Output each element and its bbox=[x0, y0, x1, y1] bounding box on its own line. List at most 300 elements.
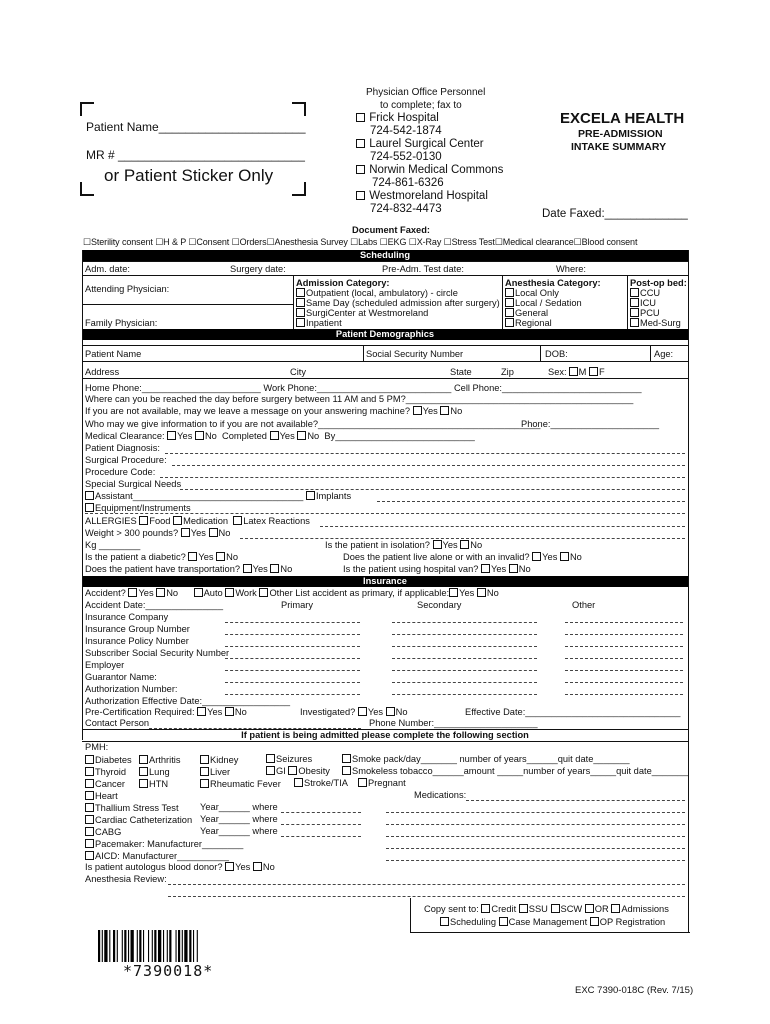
checkbox-icon[interactable] bbox=[253, 862, 262, 871]
checkbox-icon[interactable] bbox=[266, 754, 275, 763]
admission-opt[interactable]: Inpatient bbox=[296, 318, 500, 328]
barcode-bar bbox=[182, 930, 183, 962]
checkbox-icon[interactable] bbox=[509, 564, 518, 573]
form-left-border bbox=[82, 250, 83, 740]
barcode-bar bbox=[117, 930, 118, 962]
barcode-bar bbox=[143, 930, 144, 962]
other-insurance-line[interactable] bbox=[565, 634, 683, 635]
demo-line bbox=[82, 378, 688, 379]
postop-opt[interactable]: PCU bbox=[630, 308, 687, 318]
sex-label: Sex: bbox=[548, 367, 567, 377]
checkbox-icon[interactable] bbox=[630, 318, 639, 327]
sched-vline bbox=[293, 275, 294, 329]
hospital-laurel[interactable]: Laurel Surgical Center bbox=[356, 138, 503, 151]
message-line[interactable]: If you are not available, may we leave a message on your answering machine? Yes No bbox=[85, 406, 463, 416]
barcode-bar bbox=[109, 930, 110, 962]
checkbox-icon[interactable] bbox=[356, 139, 365, 148]
special-line[interactable] bbox=[180, 489, 685, 490]
checkbox-icon[interactable] bbox=[296, 318, 305, 327]
checkbox-icon[interactable] bbox=[505, 288, 514, 297]
anesthesia-category bbox=[505, 278, 601, 328]
where-line[interactable] bbox=[281, 812, 361, 813]
sticker-corner-tr bbox=[292, 102, 306, 116]
checkbox-icon[interactable] bbox=[296, 308, 305, 317]
checkbox-icon[interactable] bbox=[225, 588, 234, 597]
sched-vline bbox=[502, 275, 503, 329]
checkbox-icon[interactable] bbox=[85, 839, 94, 848]
sticker-corner-tl bbox=[80, 102, 94, 116]
demo-city: City bbox=[290, 367, 307, 377]
checkbox-icon[interactable] bbox=[181, 528, 190, 537]
document-faxed-title: Document Faxed: bbox=[352, 225, 431, 235]
review-box-bottom bbox=[410, 932, 690, 933]
where-line[interactable] bbox=[281, 836, 361, 837]
pmh-label: PMH: bbox=[85, 742, 109, 752]
demo-age: Age: bbox=[654, 349, 674, 359]
demo-patient-name: Patient Name bbox=[85, 349, 142, 359]
postop-title: Post-op bed: bbox=[630, 278, 687, 288]
copy-line-2[interactable]: Scheduling Case Management OP Registration bbox=[440, 917, 665, 928]
checkbox-icon[interactable] bbox=[225, 707, 234, 716]
demo-address: Address bbox=[85, 367, 120, 377]
barcode-bar bbox=[163, 930, 164, 962]
checkbox-icon[interactable] bbox=[200, 779, 209, 788]
checkbox-icon[interactable] bbox=[630, 308, 639, 317]
demo-vline bbox=[363, 345, 364, 361]
form-right-border bbox=[688, 250, 689, 933]
checkbox-icon[interactable] bbox=[342, 754, 351, 763]
secondary-insurance-line[interactable] bbox=[392, 682, 537, 683]
demo-line bbox=[82, 345, 688, 346]
checkbox-icon[interactable] bbox=[156, 588, 165, 597]
demo-vline bbox=[540, 345, 541, 361]
secondary-insurance-line[interactable] bbox=[392, 634, 537, 635]
checkbox-icon[interactable] bbox=[505, 318, 514, 327]
effective-date[interactable]: Effective Date:______________________________ bbox=[465, 707, 681, 717]
checkbox-icon[interactable] bbox=[306, 491, 315, 500]
other-insurance-line[interactable] bbox=[565, 646, 683, 647]
pmh-opt[interactable]: Cardiac Catheterization bbox=[85, 814, 243, 826]
checkbox-icon[interactable] bbox=[85, 815, 94, 824]
barcode-bar bbox=[102, 930, 103, 962]
copy-line-1[interactable]: Copy sent to: Credit SSU SCW OR Admissions bbox=[424, 904, 669, 914]
barcode-bar bbox=[197, 930, 198, 962]
hospital-list bbox=[356, 112, 503, 216]
pregnant[interactable]: Pregnant bbox=[358, 778, 406, 789]
checkbox-icon[interactable] bbox=[460, 540, 469, 549]
hospital-westmoreland[interactable]: Westmoreland Hospital bbox=[356, 190, 503, 203]
checkbox-icon[interactable] bbox=[139, 779, 148, 788]
checkbox-icon[interactable] bbox=[413, 406, 422, 415]
diagnosis-label: Patient Diagnosis: bbox=[85, 443, 160, 453]
precert-line[interactable]: Pre-Certification Required: Yes No bbox=[85, 707, 247, 717]
checkbox-icon[interactable] bbox=[569, 367, 578, 376]
barcode-bar bbox=[152, 930, 153, 962]
smoke[interactable]: Smoke pack/day_______ number of years______quit date_______ bbox=[342, 754, 630, 765]
checkbox-icon[interactable] bbox=[532, 552, 541, 561]
sticker-label: or Patient Sticker Only bbox=[104, 166, 274, 185]
anesthesia-opt[interactable]: Regional bbox=[505, 318, 601, 328]
checkbox-icon[interactable] bbox=[297, 431, 306, 440]
checkbox-icon[interactable] bbox=[139, 767, 148, 776]
secondary-insurance-line[interactable] bbox=[392, 670, 537, 671]
other-insurance-line[interactable] bbox=[565, 694, 683, 695]
checkbox-icon[interactable] bbox=[85, 779, 94, 788]
med-line[interactable] bbox=[386, 824, 685, 825]
sched-vline bbox=[627, 275, 628, 329]
insurance-field-label: Employer bbox=[85, 660, 125, 670]
diabetic-line[interactable]: Is the patient a diabetic? Yes No bbox=[85, 552, 239, 562]
equipment-line[interactable]: Equipment/Instruments bbox=[85, 503, 191, 514]
postop-bed bbox=[630, 278, 687, 328]
checkbox-icon[interactable] bbox=[128, 588, 137, 597]
barcode-bar bbox=[167, 930, 168, 962]
primary-insurance-line[interactable] bbox=[225, 634, 360, 635]
allergies-line[interactable]: ALLERGIES Food Medication Latex Reactions bbox=[85, 516, 310, 526]
hospital-frick[interactable]: Frick Hospital bbox=[356, 112, 503, 125]
anesthesia-opt[interactable]: Local Only bbox=[505, 288, 601, 298]
weight-underline[interactable] bbox=[240, 538, 685, 539]
admission-opt[interactable]: Same Day (scheduled admission after surgery) bbox=[296, 298, 500, 308]
checkbox-icon[interactable] bbox=[243, 564, 252, 573]
checkbox-icon[interactable] bbox=[85, 491, 94, 500]
secondary-insurance-line[interactable] bbox=[392, 658, 537, 659]
info-line[interactable]: Who may we give information to if you are not available?___________________________________________ bbox=[85, 419, 541, 429]
sched-border bbox=[82, 261, 688, 262]
form-title-2: INTAKE SUMMARY bbox=[571, 141, 667, 153]
barcode bbox=[98, 930, 233, 962]
demo-ssn: Social Security Number bbox=[366, 349, 464, 359]
autologus-line[interactable]: Is patient autologus blood donor? Yes No bbox=[85, 862, 275, 872]
demo-zip: Zip bbox=[501, 367, 514, 377]
checkbox-icon[interactable] bbox=[197, 707, 206, 716]
message-question: If you are not available, may we leave a message on your answering machine? bbox=[85, 406, 411, 416]
hospital-phone: 724-542-1874 bbox=[370, 125, 442, 137]
barcode-bar bbox=[193, 930, 194, 962]
checkbox-icon[interactable] bbox=[630, 288, 639, 297]
secondary-insurance-line[interactable] bbox=[392, 622, 537, 623]
checkbox-icon[interactable] bbox=[342, 766, 351, 775]
sticker-corner-br bbox=[292, 182, 306, 196]
secondary-insurance-line[interactable] bbox=[392, 694, 537, 695]
pmh-opt[interactable]: Arthritis bbox=[139, 754, 181, 766]
checkbox-icon[interactable] bbox=[560, 552, 569, 561]
org-name: EXCELA HEALTH bbox=[560, 110, 685, 127]
procedure-label: Surgical Procedure: bbox=[85, 455, 167, 465]
phones-line[interactable]: Home Phone:_______________________ Work Phone:__________________________ Cell Phone:___________________________ bbox=[85, 383, 642, 393]
checkbox-icon[interactable] bbox=[173, 516, 182, 525]
checkbox-icon[interactable] bbox=[433, 540, 442, 549]
pmh-opt[interactable]: AICD: Manufacturer__________ bbox=[85, 850, 243, 862]
primary-insurance-line[interactable] bbox=[225, 670, 360, 671]
barcode-bar bbox=[104, 930, 107, 962]
checkbox-icon[interactable] bbox=[589, 367, 598, 376]
demo-dob: DOB: bbox=[545, 349, 568, 359]
postop-opt[interactable]: ICU bbox=[630, 298, 687, 308]
surgery-date: Surgery date: bbox=[230, 264, 286, 274]
insurance-field-label: Insurance Group Number bbox=[85, 624, 190, 634]
checkbox-icon[interactable] bbox=[200, 755, 209, 764]
admission-opt[interactable]: SurgiCenter at Westmoreland bbox=[296, 308, 500, 318]
checkbox-icon[interactable] bbox=[216, 552, 225, 561]
pmh-opt[interactable]: Diabetes bbox=[85, 754, 243, 766]
checkbox-icon[interactable] bbox=[233, 516, 242, 525]
barcode-text: *7390018* bbox=[123, 962, 214, 980]
anesthesia-category-title: Anesthesia Category: bbox=[505, 278, 601, 288]
auth-effective[interactable]: Authorization Effective Date:_________________ bbox=[85, 696, 291, 706]
van-line[interactable]: Is the patient using hospital van? Yes No bbox=[343, 564, 531, 574]
form-title-1: PRE-ADMISSION bbox=[578, 128, 663, 140]
demographics-bar: Patient Demographics bbox=[82, 329, 688, 340]
insurance-bar: Insurance bbox=[82, 576, 688, 587]
pmh-opt[interactable]: HTN bbox=[139, 778, 181, 790]
checkbox-icon[interactable] bbox=[481, 904, 490, 913]
barcode-bar bbox=[169, 930, 171, 962]
med-line[interactable] bbox=[466, 800, 685, 801]
postop-opt[interactable]: Med-Surg bbox=[630, 318, 687, 328]
pmh-col2 bbox=[139, 754, 181, 790]
checkbox-icon[interactable] bbox=[356, 113, 365, 122]
checkbox-icon[interactable] bbox=[225, 862, 234, 871]
year-where[interactable]: Year______ where bbox=[200, 814, 278, 824]
mr-label: MR # ____________________________ bbox=[86, 148, 305, 162]
insurance-field-label: Subscriber Social Security Number bbox=[85, 648, 230, 658]
checkbox-icon[interactable] bbox=[270, 431, 279, 440]
investigated-line[interactable]: Investigated? Yes No bbox=[300, 707, 408, 717]
where-line[interactable] bbox=[281, 824, 361, 825]
postop-opt[interactable]: CCU bbox=[630, 288, 687, 298]
checkbox-icon[interactable] bbox=[356, 191, 365, 200]
attending-physician: Attending Physician: bbox=[85, 284, 170, 294]
date-faxed[interactable]: Date Faxed:_____________ bbox=[542, 208, 688, 220]
sex-m: M bbox=[578, 367, 587, 377]
alone-line[interactable]: Does the patient live alone or with an invalid? Yes No bbox=[343, 552, 582, 562]
barcode-bar bbox=[148, 930, 149, 962]
anesthesia-opt[interactable]: Local / Sedation bbox=[505, 298, 601, 308]
barcode-bar bbox=[184, 930, 187, 962]
checkbox-icon[interactable] bbox=[188, 552, 197, 561]
checkbox-icon[interactable] bbox=[85, 803, 94, 812]
barcode-bar bbox=[122, 930, 123, 962]
patient-name-label: Patient Name______________________ bbox=[86, 120, 306, 134]
barcode-bar bbox=[158, 930, 161, 962]
review-line[interactable] bbox=[168, 896, 685, 897]
insurance-field-label: Insurance Policy Number bbox=[85, 636, 189, 646]
family-physician: Family Physician: bbox=[85, 318, 158, 328]
med-line[interactable] bbox=[386, 812, 685, 813]
pmh-opt[interactable]: Liver bbox=[200, 766, 281, 778]
special-label: Special Surgical Needs bbox=[85, 479, 182, 489]
demo-line bbox=[82, 361, 688, 362]
other-insurance-line[interactable] bbox=[565, 622, 683, 623]
checkbox-icon[interactable] bbox=[85, 755, 94, 764]
checkbox-icon[interactable] bbox=[358, 707, 367, 716]
primary-insurance-line[interactable] bbox=[225, 694, 360, 695]
checkbox-icon[interactable] bbox=[505, 298, 514, 307]
checkbox-icon[interactable] bbox=[85, 851, 94, 860]
checkbox-icon[interactable] bbox=[270, 564, 279, 573]
insurance-field-label: Authorization Number: bbox=[85, 684, 178, 694]
secondary-insurance-line[interactable] bbox=[392, 646, 537, 647]
checkbox-icon[interactable] bbox=[85, 827, 94, 836]
stroke[interactable]: Stroke/TIA bbox=[294, 778, 348, 789]
checkbox-icon[interactable] bbox=[85, 791, 94, 800]
secondary-col: Secondary bbox=[417, 600, 462, 610]
pmh-opt[interactable]: Thyroid bbox=[85, 766, 243, 778]
hospital-norwin[interactable]: Norwin Medical Commons bbox=[356, 164, 503, 177]
pmh-opt[interactable]: Pacemaker: Manufacturer________ bbox=[85, 838, 243, 850]
pmh-opt[interactable]: Heart bbox=[85, 790, 243, 802]
checkbox-icon[interactable] bbox=[296, 288, 305, 297]
pmh-opt[interactable]: Thallium Stress Test bbox=[85, 802, 243, 814]
checkbox-icon[interactable] bbox=[477, 588, 486, 597]
primary-insurance-line[interactable] bbox=[225, 682, 360, 683]
other-insurance-line[interactable] bbox=[565, 658, 683, 659]
allergies-underline[interactable] bbox=[320, 526, 685, 527]
other-col: Other bbox=[572, 600, 596, 610]
kg-line[interactable]: Kg ________ bbox=[85, 540, 141, 550]
checkbox-icon[interactable] bbox=[167, 431, 176, 440]
other-insurance-line[interactable] bbox=[565, 682, 683, 683]
sex-f: F bbox=[598, 367, 605, 377]
smokeless[interactable]: Smokeless tobacco______amount _____number of years_____quit date_______ bbox=[342, 766, 688, 777]
accident-date[interactable]: Accident Date:_______________ bbox=[85, 600, 224, 610]
barcode-bar bbox=[113, 930, 115, 962]
hospital-phone: 724-832-4473 bbox=[370, 203, 442, 215]
admission-category bbox=[296, 278, 500, 328]
checkbox-icon[interactable] bbox=[585, 904, 594, 913]
proc-code-line[interactable] bbox=[160, 477, 685, 478]
assistant-line[interactable]: Assistant_________________________________ Implants bbox=[85, 491, 351, 502]
pmh-opt[interactable]: Cancer bbox=[85, 778, 243, 790]
barcode-bar bbox=[137, 930, 138, 962]
checkbox-icon[interactable] bbox=[139, 516, 148, 525]
equipment-underline[interactable] bbox=[85, 513, 685, 514]
insurance-field-label: Insurance Company bbox=[85, 612, 169, 622]
seizures[interactable]: Seizures bbox=[266, 754, 312, 765]
barcode-bar bbox=[98, 930, 100, 962]
implants-line[interactable] bbox=[377, 501, 685, 502]
pre-adm-date: Pre-Adm. Test date: bbox=[382, 264, 464, 274]
demo-vline bbox=[650, 345, 651, 361]
review-box-left bbox=[410, 898, 411, 932]
med-line[interactable] bbox=[386, 848, 685, 849]
procedure-line[interactable] bbox=[172, 465, 685, 466]
proc-code-label: Procedure Code: bbox=[85, 467, 156, 477]
barcode-bar bbox=[131, 930, 134, 962]
year-where[interactable]: Year______ where bbox=[200, 802, 278, 812]
transport-line[interactable]: Does the patient have transportation? Yes No bbox=[85, 564, 293, 574]
checkbox-icon[interactable] bbox=[266, 766, 275, 775]
checkbox-icon[interactable] bbox=[440, 917, 449, 926]
where: Where: bbox=[556, 264, 586, 274]
checkbox-icon[interactable] bbox=[200, 767, 209, 776]
checkbox-icon[interactable] bbox=[85, 503, 94, 512]
barcode-bar bbox=[178, 930, 180, 962]
sticker-corner-bl bbox=[80, 182, 94, 196]
diagnosis-line[interactable] bbox=[165, 453, 685, 454]
checkbox-icon[interactable] bbox=[440, 406, 449, 415]
admission-category-title: Admission Category: bbox=[296, 278, 390, 288]
checkbox-icon[interactable] bbox=[288, 766, 297, 775]
checkbox-icon[interactable] bbox=[294, 778, 303, 787]
reach-line[interactable]: Where can you be reached the day before surgery between 11 AM and 5 PM?____________________________________________ bbox=[85, 394, 634, 404]
barcode-bar bbox=[124, 930, 126, 962]
checkbox-icon[interactable] bbox=[551, 904, 560, 913]
insurance-field-label: Guarantor Name: bbox=[85, 672, 157, 682]
pmh-bar: If patient is being admitted please complete the following section bbox=[82, 729, 688, 742]
medications-label: Medications: bbox=[414, 790, 467, 800]
document-faxed-items[interactable]: ☐Sterility consent ☐H & P ☐Consent ☐Orders☐Anesthesia Survey ☐Labs ☐EKG ☐X-Ray ☐Stress Test☐Medical clearance☐Blood consent bbox=[83, 237, 638, 247]
anesthesia-review: Anesthesia Review: bbox=[85, 874, 167, 884]
checkbox-icon[interactable] bbox=[505, 308, 514, 317]
checkbox-icon[interactable] bbox=[194, 588, 203, 597]
primary-insurance-line[interactable] bbox=[225, 646, 360, 647]
info-phone[interactable]: Phone:_____________________ bbox=[521, 419, 660, 429]
barcode-bar bbox=[189, 930, 191, 962]
pmh-opt[interactable]: CABG bbox=[85, 826, 243, 838]
checkbox-icon[interactable] bbox=[449, 588, 458, 597]
sched-line bbox=[82, 304, 293, 305]
clearance-line[interactable]: Medical Clearance: Yes No Completed Yes No By___________________________ bbox=[85, 431, 475, 441]
sched-line bbox=[82, 275, 688, 276]
pmh-opt[interactable]: Rheumatic Fever bbox=[200, 778, 281, 790]
checkbox-icon[interactable] bbox=[590, 917, 599, 926]
isolation-line[interactable]: Is the patient in isolation? Yes No bbox=[325, 540, 483, 550]
checkbox-icon[interactable] bbox=[85, 767, 94, 776]
weight-line[interactable]: Weight > 300 pounds? Yes No bbox=[85, 528, 231, 538]
barcode-bar bbox=[128, 930, 129, 962]
checkbox-icon[interactable] bbox=[139, 755, 148, 764]
checkbox-icon[interactable] bbox=[358, 778, 367, 787]
checkbox-icon[interactable] bbox=[499, 917, 508, 926]
checkbox-icon[interactable] bbox=[519, 904, 528, 913]
med-line[interactable] bbox=[386, 836, 685, 837]
checkbox-icon[interactable] bbox=[259, 588, 268, 597]
med-line[interactable] bbox=[386, 860, 685, 861]
year-where[interactable]: Year______ where bbox=[200, 826, 278, 836]
primary-insurance-line[interactable] bbox=[225, 658, 360, 659]
accident-line[interactable]: Accident? Yes No Auto Work Other List accident as primary, if applicable: Yes No bbox=[85, 588, 499, 598]
checkbox-icon[interactable] bbox=[296, 298, 305, 307]
anesthesia-opt[interactable]: General bbox=[505, 308, 601, 318]
barcode-bar bbox=[139, 930, 141, 962]
checkbox-icon[interactable] bbox=[481, 564, 490, 573]
primary-col: Primary bbox=[281, 600, 314, 610]
primary-insurance-line[interactable] bbox=[225, 622, 360, 623]
checkbox-icon[interactable] bbox=[611, 904, 620, 913]
checkbox-icon[interactable] bbox=[630, 298, 639, 307]
phone-number[interactable]: Phone Number:____________________ bbox=[369, 718, 538, 728]
pmh-opt[interactable]: Kidney bbox=[200, 754, 281, 766]
barcode-bar bbox=[176, 930, 177, 962]
demo-sex[interactable] bbox=[548, 367, 605, 378]
checkbox-icon[interactable] bbox=[386, 707, 395, 716]
scheduling-bar: Scheduling bbox=[82, 250, 688, 261]
checkbox-icon[interactable] bbox=[209, 528, 218, 537]
other-insurance-line[interactable] bbox=[565, 670, 683, 671]
checkbox-icon[interactable] bbox=[356, 165, 365, 174]
gi-obesity[interactable]: GI Obesity bbox=[266, 766, 330, 777]
personnel-line-2: to complete; fax to bbox=[380, 100, 462, 111]
pmh-opt[interactable]: Lung bbox=[139, 766, 181, 778]
admission-opt[interactable]: Outpatient (local, ambulatory) - circle bbox=[296, 288, 500, 298]
review-line[interactable] bbox=[168, 884, 685, 885]
checkbox-icon[interactable] bbox=[195, 431, 204, 440]
hospital-phone: 724-552-0130 bbox=[370, 151, 442, 163]
contact-person: Contact Person bbox=[85, 718, 150, 728]
demo-state: State bbox=[450, 367, 472, 377]
